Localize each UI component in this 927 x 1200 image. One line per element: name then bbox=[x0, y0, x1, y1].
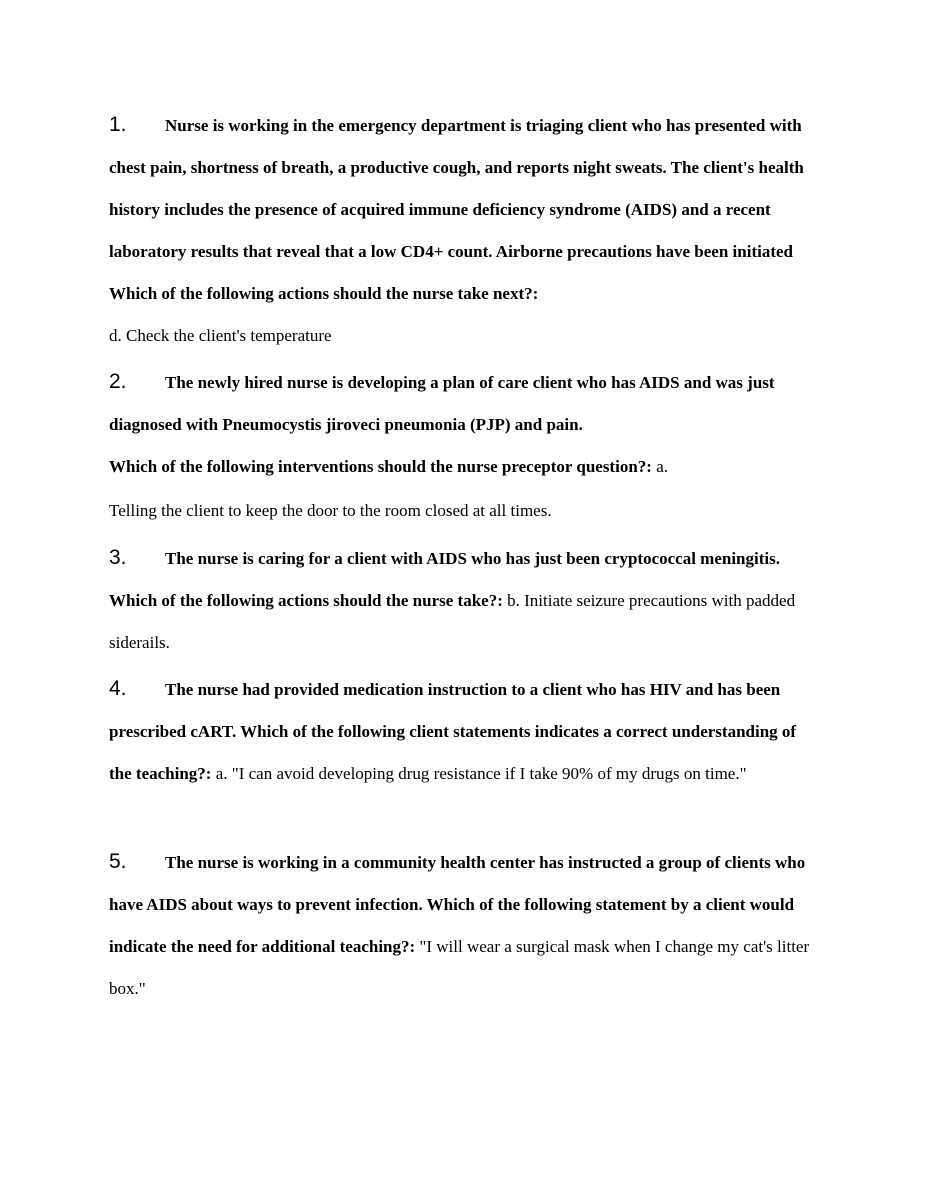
question-text: The newly hired nurse is developing a plan of care client who has AIDS and was just diagnosed with Pneumocystis jiroveci pneumonia (PJP) and pain. bbox=[109, 373, 775, 434]
question-number: 3. bbox=[109, 546, 127, 569]
answer-text: a. "I can avoid developing drug resistance if I take 90% of my drugs on time." bbox=[215, 764, 747, 783]
question-number: 5. bbox=[109, 850, 127, 873]
question-1 bbox=[109, 104, 821, 357]
answer-text: d. Check the client's temperature bbox=[109, 326, 332, 345]
question-text: The nurse is working in a community health center has instructed a group of clients who have AIDS about ways to prevent infection. Which of the following statement by a client would indicate the need for additional teaching?: bbox=[109, 853, 806, 956]
question-4 bbox=[109, 668, 821, 795]
answer-text: b. Initiate seizure precautions with padded siderails. bbox=[109, 591, 796, 652]
question-number: 1. bbox=[109, 113, 127, 136]
question-number: 2. bbox=[109, 370, 127, 393]
question-5 bbox=[109, 841, 821, 1010]
question-text: The nurse had provided medication instruction to a client who has HIV and has been prescribed cART. Which of the following client statements indicates a correct understanding of the teaching?: bbox=[109, 680, 797, 783]
answer-prefix: a. bbox=[656, 457, 668, 476]
question-text-continued: Which of the following interventions should the nurse preceptor question?: bbox=[109, 457, 652, 476]
question-text: Nurse is working in the emergency department is triaging client who has presented with chest pain, shortness of breath, a productive cough, and reports night sweats. The client's health history includes the presence of acquired immune deficiency syndrome (AIDS) and a recent laboratory results that reveal that a low CD4+ count. Airborne precautions have been initiated Which of the following actions should the nurse take next?: bbox=[109, 116, 804, 303]
answer-text: Telling the client to keep the door to the room closed at all times. bbox=[109, 501, 552, 520]
answer-text: "I will wear a surgical mask when I change my cat's litter box." bbox=[109, 937, 810, 998]
question-3 bbox=[109, 537, 821, 664]
question-text: The nurse is caring for a client with AIDS who has just been cryptococcal meningitis. Which of the following actions should the nurse take?: bbox=[109, 549, 780, 610]
question-number: 4. bbox=[109, 677, 127, 700]
question-2 bbox=[109, 361, 821, 534]
